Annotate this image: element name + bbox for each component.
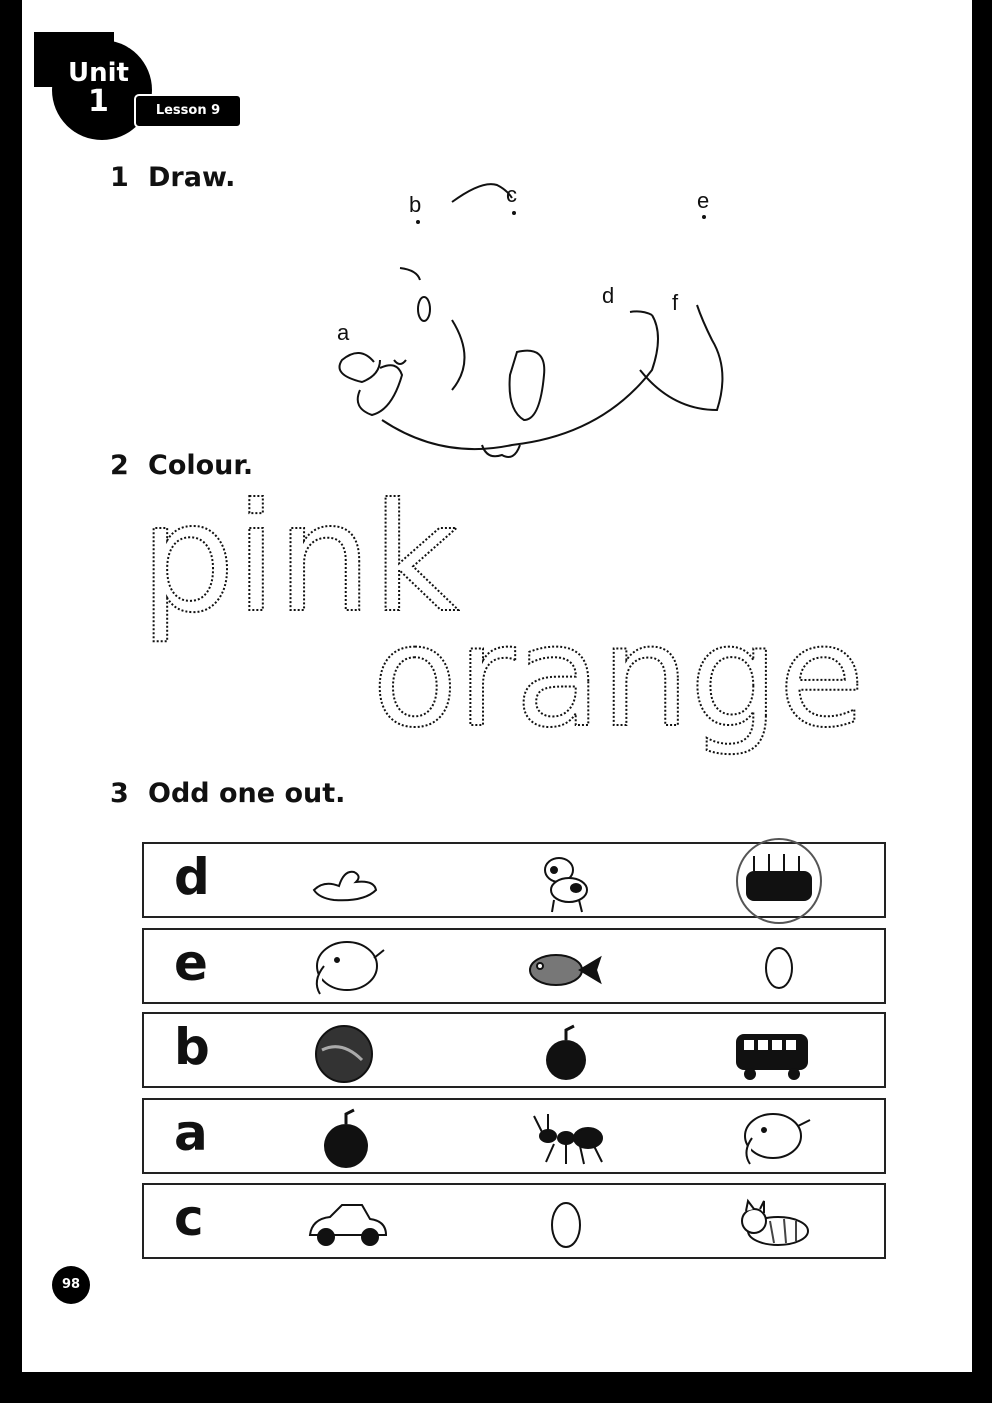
elephant-icon[interactable]: [302, 936, 392, 1000]
ball-icon[interactable]: [302, 1020, 392, 1084]
car-icon[interactable]: [302, 1191, 392, 1255]
ant-icon[interactable]: [524, 1106, 614, 1170]
section-title: Draw.: [148, 162, 236, 193]
fish-outline: [340, 184, 723, 457]
elephant-icon[interactable]: [728, 1106, 818, 1170]
section-title: Colour.: [148, 450, 254, 481]
section-heading-odd: [110, 778, 345, 809]
point-dot-b: [416, 220, 420, 224]
point-dot-e: [702, 215, 706, 219]
point-label-a: a: [337, 320, 350, 345]
section-title: Odd one out.: [148, 778, 346, 809]
dog-icon[interactable]: [524, 850, 614, 914]
unit-number: 1: [88, 84, 109, 119]
point-label-e: e: [697, 188, 710, 213]
colour-word-orange: [372, 610, 892, 790]
row-letter: a: [174, 1104, 208, 1162]
apple-icon[interactable]: [302, 1106, 392, 1170]
section-number: 2: [110, 450, 129, 481]
row-letter: e: [174, 934, 208, 992]
section-number: 1: [110, 162, 129, 193]
point-label-d: d: [602, 283, 615, 308]
cat-icon[interactable]: [730, 1191, 820, 1255]
point-dot-c: [512, 211, 516, 215]
odd-row: [142, 1098, 886, 1174]
workbook-page: [22, 0, 972, 1372]
unit-word: Unit: [68, 58, 129, 88]
odd-row: [142, 928, 886, 1004]
row-letter: c: [174, 1189, 204, 1247]
point-label-f: f: [672, 290, 679, 315]
outline-text-orange: orange: [372, 610, 865, 759]
egg-icon[interactable]: [734, 936, 824, 1000]
section-heading-draw: [110, 162, 235, 193]
odd-row: [142, 1183, 886, 1259]
bus-icon[interactable]: [726, 1020, 816, 1084]
duck-icon[interactable]: [304, 850, 394, 914]
section-heading-colour: [110, 450, 253, 481]
cake-icon[interactable]: [724, 836, 834, 926]
point-label-b: b: [409, 192, 422, 217]
row-letter: d: [174, 848, 210, 906]
point-label-c: c: [506, 182, 517, 207]
outline-text-pink: pink: [140, 480, 459, 646]
section-number: 3: [110, 778, 129, 809]
apple-icon[interactable]: [522, 1020, 612, 1084]
row-letter: b: [174, 1018, 210, 1076]
lesson-badge: Lesson 9: [134, 94, 242, 128]
egg-icon[interactable]: [524, 1191, 614, 1255]
fish-dot-drawing: [302, 170, 742, 470]
odd-row: [142, 1012, 886, 1088]
fish-icon[interactable]: [516, 936, 606, 1000]
odd-row: [142, 842, 886, 918]
page-number: 98: [52, 1266, 90, 1304]
